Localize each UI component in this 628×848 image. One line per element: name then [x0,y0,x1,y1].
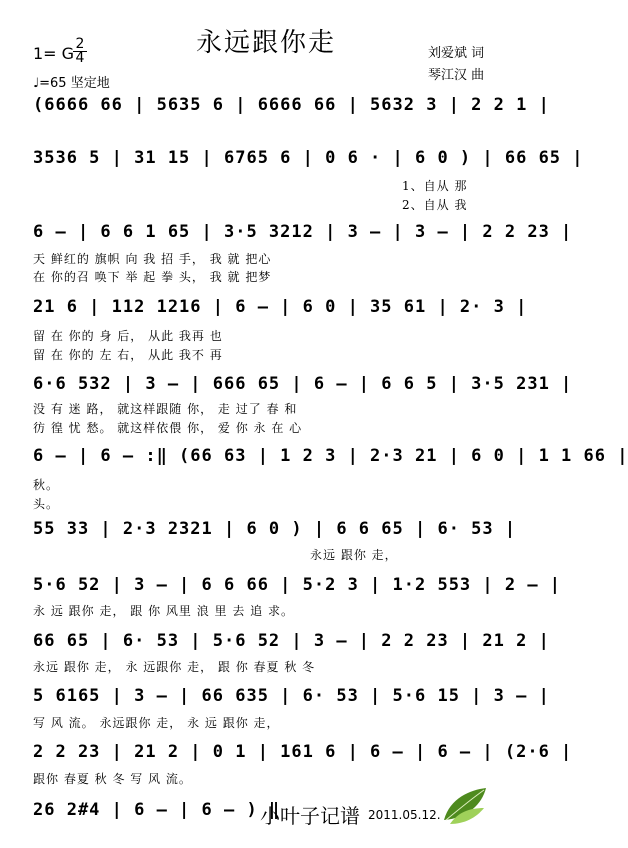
lyric-line-2b: 2、自从 我 [402,198,468,212]
lyric-line-6a: 秋。 [33,478,60,492]
lyric-line-4a: 留 在 你的 身 后， 从此 我再 也 [33,329,223,343]
score-line-5: 6·6 532 | 3 – | 666 65 | 6 – | 6 6 5 | 3·5 231 | [33,374,573,394]
lyric-line-2a: 1、自从 那 [402,179,468,193]
lyric-line-6b: 头。 [33,497,60,511]
lyricist-credit: 刘爱斌 词 [428,46,485,61]
lyric-line-4b: 留 在 你的 左 右， 从此 我不 再 [33,348,223,362]
song-title: 永远跟你走 [196,28,337,58]
lyric-line-7: 永远 跟你 走， [310,548,398,562]
lyric-line-3b: 在 你的召 唤下 举 起 拳 头， 我 就 把梦 [33,270,272,284]
transcriber-signature: 小叶子记谱 [260,804,360,828]
time-signature-bottom: 4 [75,50,85,66]
lyric-line-5b: 彷 徨 忧 愁。 就这样依偎 你， 爱 你 永 在 心 [33,421,303,435]
score-line-10: 5 6165 | 3 – | 66 635 | 6· 53 | 5·6 15 | 3 – | [33,686,550,706]
tempo-marking: ♩=65 坚定地 [33,76,110,91]
leaf-icon [440,784,490,826]
score-line-9: 66 65 | 6· 53 | 5·6 52 | 3 – | 2 2 23 | 21 2 | [33,631,550,651]
lyric-line-10: 写 风 流。 永远跟你 走， 永 远 跟你 走， [33,716,280,730]
lyric-line-3a: 天 鲜红的 旗帜 向 我 招 手， 我 就 把心 [33,252,272,266]
key-signature: 1= G [33,44,75,63]
score-line-1: (6666 66 | 5635 6 | 6666 66 | 5632 3 | 2 2 1 | [33,95,550,115]
score-line-11: 2 2 23 | 21 2 | 0 1 | 161 6 | 6 – | 6 – | (2·6 | [33,742,573,762]
lyric-line-8: 永 远 跟你 走， 跟 你 风里 浪 里 去 追 求。 [33,604,294,618]
transcription-date: 2011.05.12. [368,808,441,822]
lyric-line-11: 跟你 春夏 秋 冬 写 风 流。 [33,772,192,786]
score-line-2: 3536 5 | 31 15 | 6765 6 | 0 6 · | 6 0 ) | 66 65 | [33,148,584,168]
time-signature-top: 2 [75,36,85,52]
score-line-6: 6 – | 6 – :‖ (66 63 | 1 2 3 | 2·3 21 | 6 0 | 1 1 66 | [33,446,628,466]
score-line-7: 55 33 | 2·3 2321 | 6 0 ) | 6 6 65 | 6· 53 | [33,519,517,539]
score-line-12: 26 2#4 | 6 – | 6 – ) ‖ [33,800,281,820]
score-line-4: 21 6 | 112 1216 | 6 – | 6 0 | 35 61 | 2· 3 | [33,297,528,317]
lyric-line-9: 永远 跟你 走， 永 远跟你 走， 跟 你 春夏 秋 冬 [33,660,316,674]
time-signature [73,38,87,65]
score-line-8: 5·6 52 | 3 – | 6 6 66 | 5·2 3 | 1·2 553 | 2 – | [33,575,562,595]
score-line-3: 6 – | 6 6 1 65 | 3·5 3212 | 3 – | 3 – | 2 2 23 | [33,222,573,242]
composer-credit: 琴江汉 曲 [428,68,485,83]
lyric-line-5a: 没 有 迷 路， 就这样跟随 你， 走 过了 春 和 [33,402,298,416]
